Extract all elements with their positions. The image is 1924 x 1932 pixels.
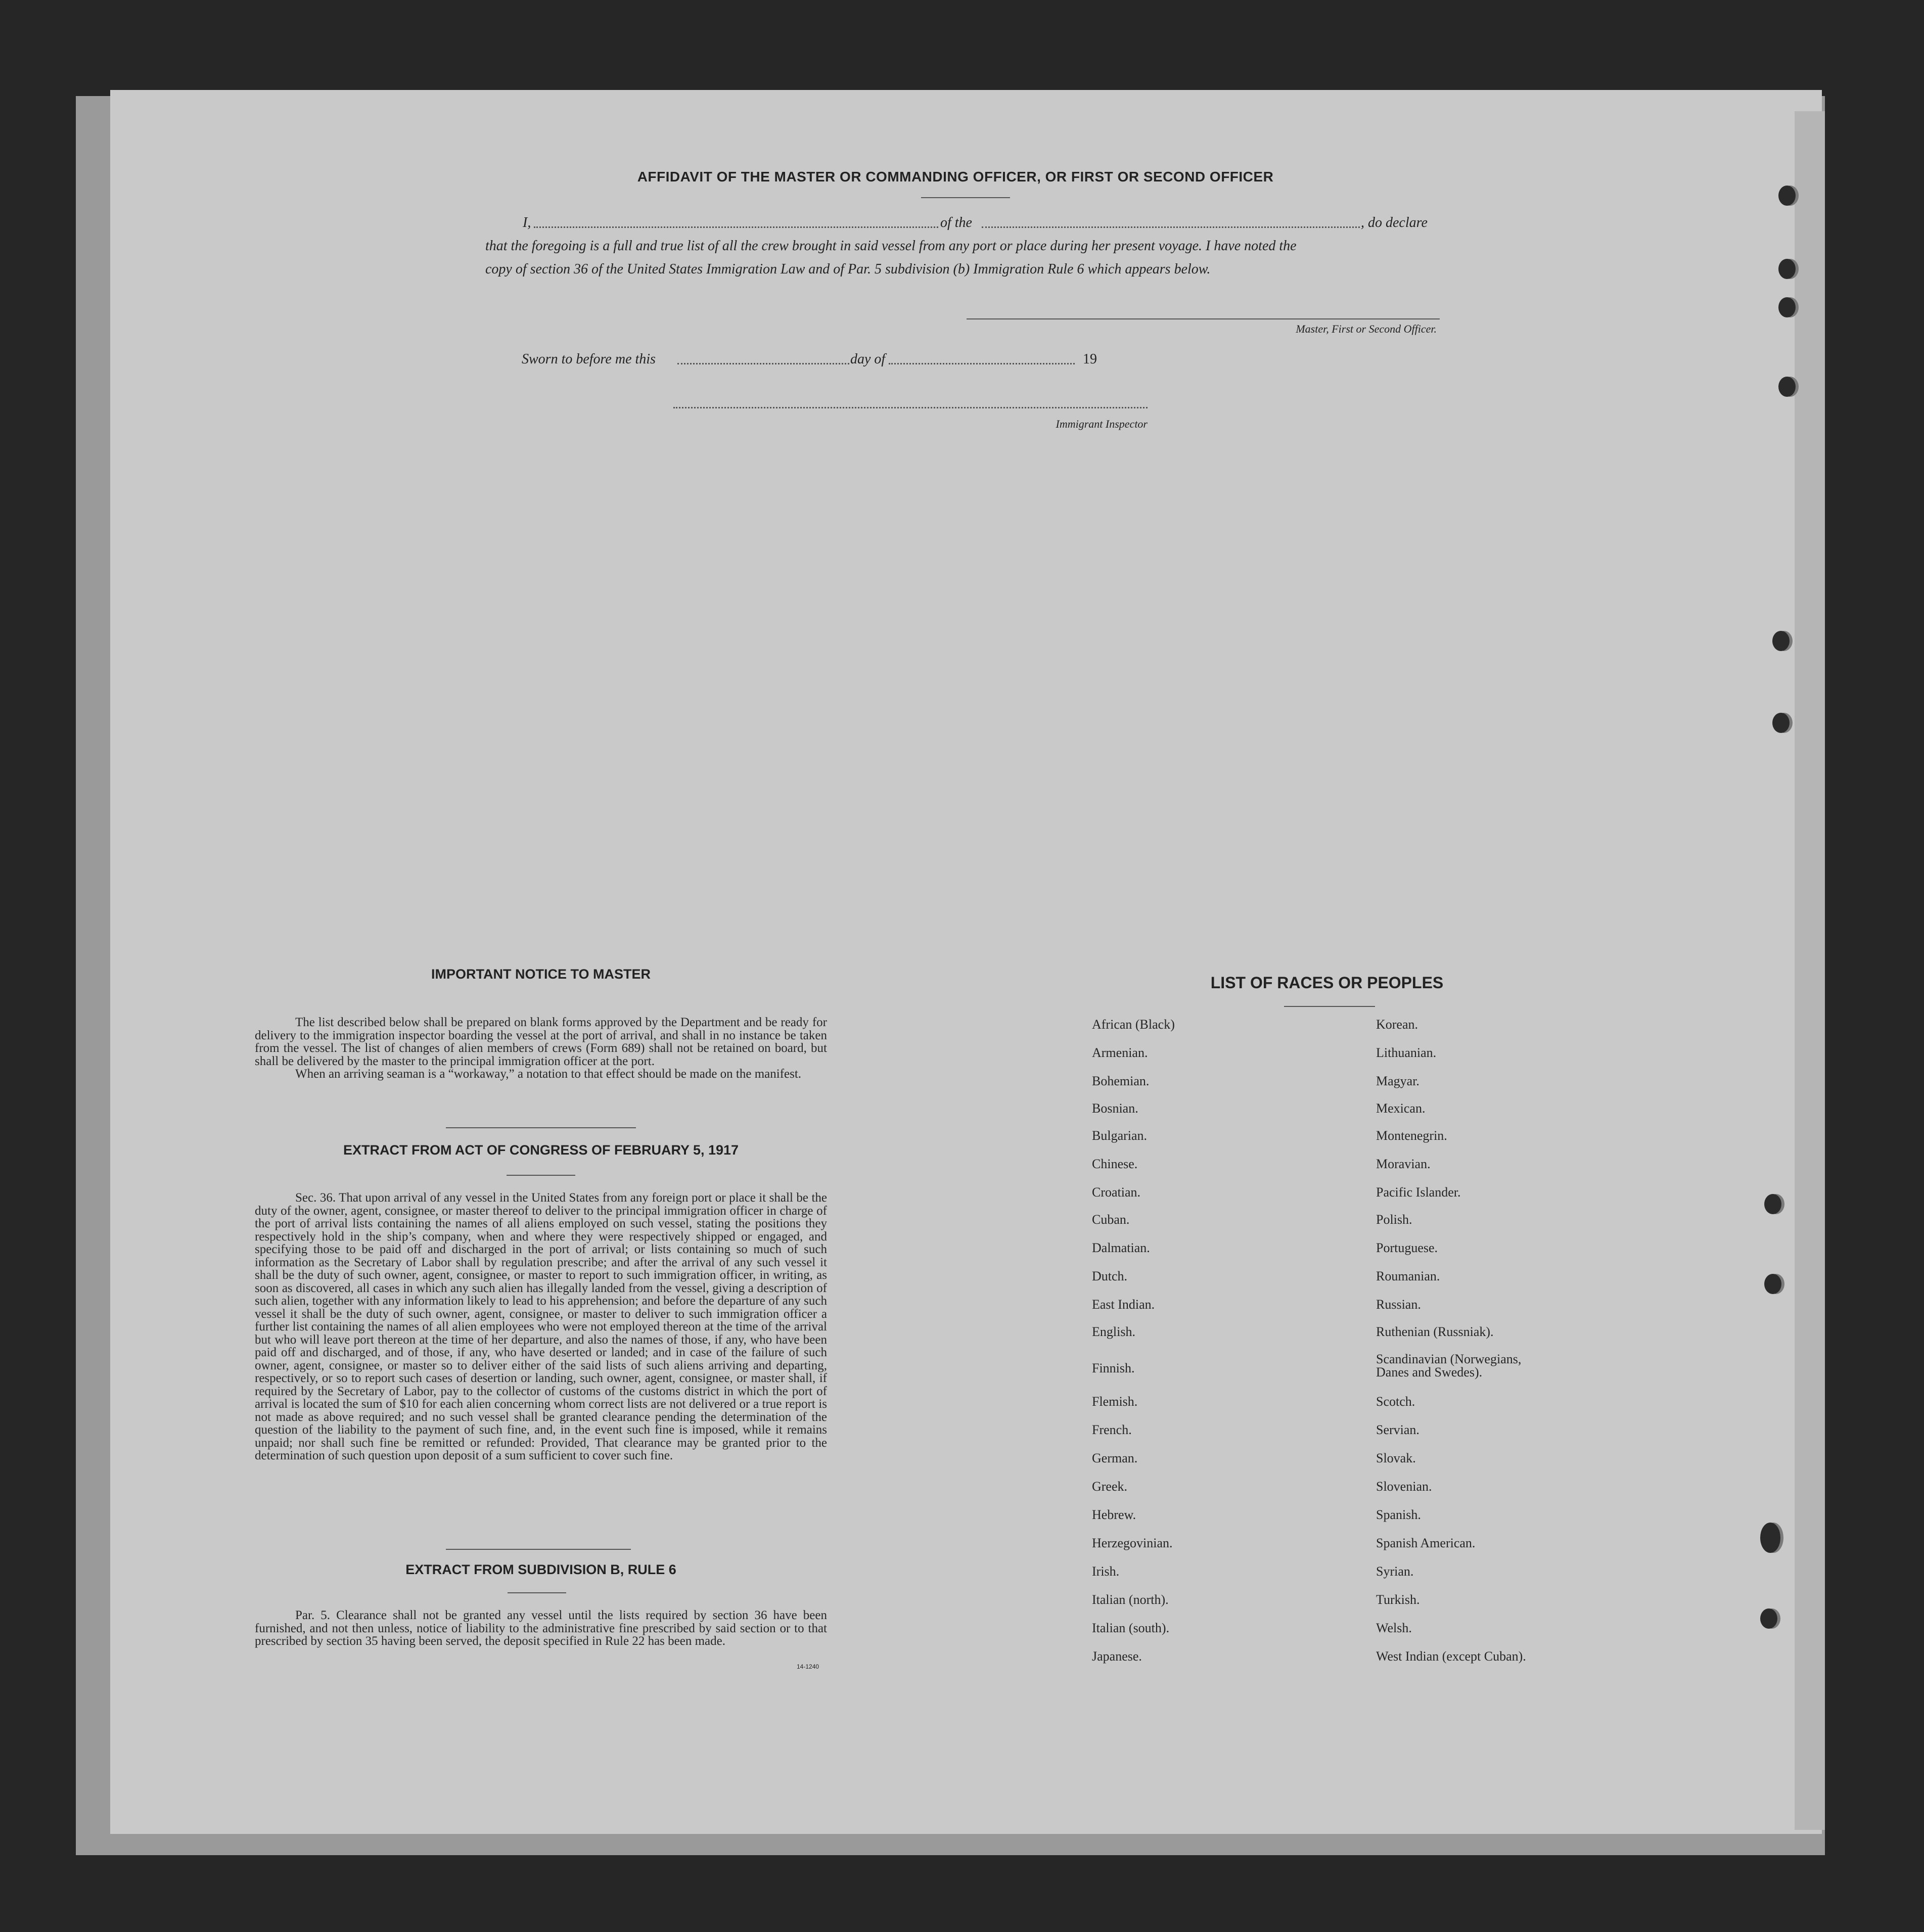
act-section-36: Sec. 36. That upon arrival of any vessel in the United States from any foreign port or place it shall be the duty of the owner, agent, consignee, or master thereof to deliver to the principal immigration officer in charge of the port of arrival lists containing the names of all aliens employed on such vessel, stating the positions they respectively hold in the ship’s company, when and where they were respectively shipped or engaged, and specifying those to be paid off and discharged in the port of arrival; or lists containing so much of such information as the Secretary of Labor shall by regulation prescribe; and after the arrival of any such vessel it shall be the duty of such owner, agent, consignee, or master to report to such immigration officer, in writing, as soon as discovered, all cases in which any such alien has illegally landed from the vessel, giving a description of such alien, together with any information likely to lead to his apprehension; and before the departure of any such vessel it shall be the duty of such owner, agent, consignee, or master to deliver to such immigration officer a further list containing the names of all alien employees who were not employed thereon at the time of the arrival but who will leave port thereon at the time of her departure, and also the names of those, if any, who have been paid off and discharged, and of those, if any, who have deserted or landed; and in case of the failure of such owner, agent, consignee, or master so to deliver either of the said lists of such aliens arriving and departing, respectively, or so to report such cases of desertion or landing, such owner, agent, consignee, or master shall, if required by the Secretary of Labor, pay to the collector of customs of the customs district in which the port of arrival is located the sum of $10 for each alien concerning whom correct lists are not delivered or a true report is not made as above required; and no such vessel shall be granted clearance pending the determination of the question of the liability to the payment of such fine, and, in the event such fine is imposed, while it remains unpaid; nor shall such fine be remitted or refunded: Provided, That clearance may be granted prior to the determination of such question upon deposit of a sum sufficient to cover such fine. [255,1191,827,1462]
race-item: Bohemian. [1092,1074,1150,1088]
race-item: African (Black) [1092,1017,1175,1032]
race-item: Mexican. [1376,1101,1426,1116]
race-item: Finnish. [1092,1361,1135,1375]
master-name-field[interactable] [534,226,938,228]
race-item: West Indian (except Cuban). [1376,1649,1526,1664]
race-item: Welsh. [1376,1621,1412,1635]
binder-hole [1778,186,1796,206]
race-item: Turkish. [1376,1592,1420,1607]
race-item: Magyar. [1376,1074,1419,1088]
binder-hole [1778,259,1796,279]
binder-hole [1778,377,1796,397]
binder-hole [1760,1523,1780,1553]
race-item: Moravian. [1376,1157,1431,1171]
notice-text [255,1016,827,1081]
race-item: Armenian. [1092,1045,1148,1060]
race-item: Bosnian. [1092,1101,1138,1116]
rule-title-rule [508,1592,566,1593]
affidavit-text-line-3: copy of section 36 of the United States Immigration Law and of Par. 5 subdivision (b) Immigration Rule 6 which appears below. [485,261,1211,277]
binder-hole [1764,1194,1781,1214]
act-title-rule [507,1175,575,1176]
year-label: 19 [1083,351,1097,367]
race-item: Servian. [1376,1422,1419,1437]
notice-divider [446,1127,636,1128]
master-signature-label: Master, First or Second Officer. [1296,323,1437,335]
race-item: East Indian. [1092,1297,1155,1312]
race-item: Italian (south). [1092,1621,1170,1635]
race-item: Japanese. [1092,1649,1142,1664]
race-item: Slovak. [1376,1451,1416,1465]
race-item: Syrian. [1376,1564,1414,1579]
race-item: Dalmatian. [1092,1240,1150,1255]
do-declare-label: , do declare [1361,215,1428,231]
binder-hole [1778,297,1796,317]
notice-paragraph-2: When an arriving seaman is a “workaway,” a notation to that effect should be made on the manifest. [295,1067,802,1081]
act-title: EXTRACT FROM ACT OF CONGRESS OF FEBRUARY 5, 1917 [343,1142,739,1158]
race-item: Dutch. [1092,1269,1128,1283]
affidavit-title-rule [921,197,1010,198]
sworn-month-field[interactable] [889,363,1075,364]
rule-text [255,1609,827,1648]
master-signature-line[interactable] [967,318,1440,319]
race-item: Flemish. [1092,1394,1138,1409]
affidavit-title: AFFIDAVIT OF THE MASTER OR COMMANDING OFFICER, OR FIRST OR SECOND OFFICER [637,169,1274,185]
race-item: Cuban. [1092,1212,1130,1227]
act-divider [446,1549,631,1550]
race-item: German. [1092,1451,1138,1465]
race-item: Spanish American. [1376,1536,1476,1550]
of-the-label: of the [940,215,972,231]
races-title: LIST OF RACES OR PEOPLES [1210,974,1444,992]
vessel-name-field[interactable] [982,226,1360,228]
race-item: Slovenian. [1376,1479,1432,1494]
race-item: Montenegrin. [1376,1128,1447,1143]
inspector-signature-line[interactable] [673,407,1148,408]
day-of-label: day of [850,351,886,367]
race-item: Croatian. [1092,1185,1141,1200]
affidavit-i-label: I, [523,215,531,231]
race-item: Bulgarian. [1092,1128,1148,1143]
race-item: Greek. [1092,1479,1128,1494]
binder-hole [1764,1274,1781,1294]
races-title-rule [1284,1006,1375,1007]
inspector-signature-label: Immigrant Inspector [1056,418,1148,430]
race-item: Lithuanian. [1376,1045,1437,1060]
act-section-text [255,1191,827,1462]
race-item: Russian. [1376,1297,1421,1312]
affidavit-text-line-2: that the foregoing is a full and true list of all the crew brought in said vessel from any port or place during her present voyage. I have noted the [485,238,1297,254]
race-item: Irish. [1092,1564,1120,1579]
race-item: French. [1092,1422,1132,1437]
binder-hole [1772,631,1790,651]
binder-hole [1760,1608,1777,1629]
race-item: Pacific Islander. [1376,1185,1461,1200]
page-edge-strip [1795,111,1825,1830]
race-item: Ruthenian (Russniak). [1376,1324,1494,1339]
race-item: Hebrew. [1092,1507,1136,1522]
form-number: 14-1240 [797,1663,819,1670]
notice-paragraph-1: The list described below shall be prepared on blank forms approved by the Department and be ready for delivery to the immigration inspector boarding the vessel at the port of arrival, and shall in no instance be taken from the vessel. The list of changes of alien members of crews (Form 689) shall not be retained on board, but shall be delivered by the master to the principal immigration officer at the port. [255,1016,827,1068]
race-item: Roumanian. [1376,1269,1440,1283]
sworn-label: Sworn to before me this [522,351,656,367]
race-item: Korean. [1376,1017,1418,1032]
race-item: Polish. [1376,1212,1412,1227]
sworn-day-field[interactable] [677,363,849,364]
race-item: Herzegovinian. [1092,1536,1173,1550]
race-item: Italian (north). [1092,1592,1169,1607]
rule-title: EXTRACT FROM SUBDIVISION B, RULE 6 [405,1562,676,1577]
binder-hole [1772,713,1790,733]
race-item: English. [1092,1324,1135,1339]
race-item: Portuguese. [1376,1240,1438,1255]
race-item: Chinese. [1092,1157,1138,1171]
rule-paragraph-5: Par. 5. Clearance shall not be granted any vessel until the lists required by section 36 have been furnished, and not then unless, notice of liability to the administrative fine prescribed by said section or to that prescribed by section 35 having been served, the deposit specified in Rule 22 has been made. [255,1608,827,1648]
race-item: Scotch. [1376,1394,1415,1409]
race-item: Scandinavian (Norwegians, Danes and Swedes). [1376,1352,1522,1379]
race-item: Spanish. [1376,1507,1421,1522]
notice-title: IMPORTANT NOTICE TO MASTER [431,967,651,982]
